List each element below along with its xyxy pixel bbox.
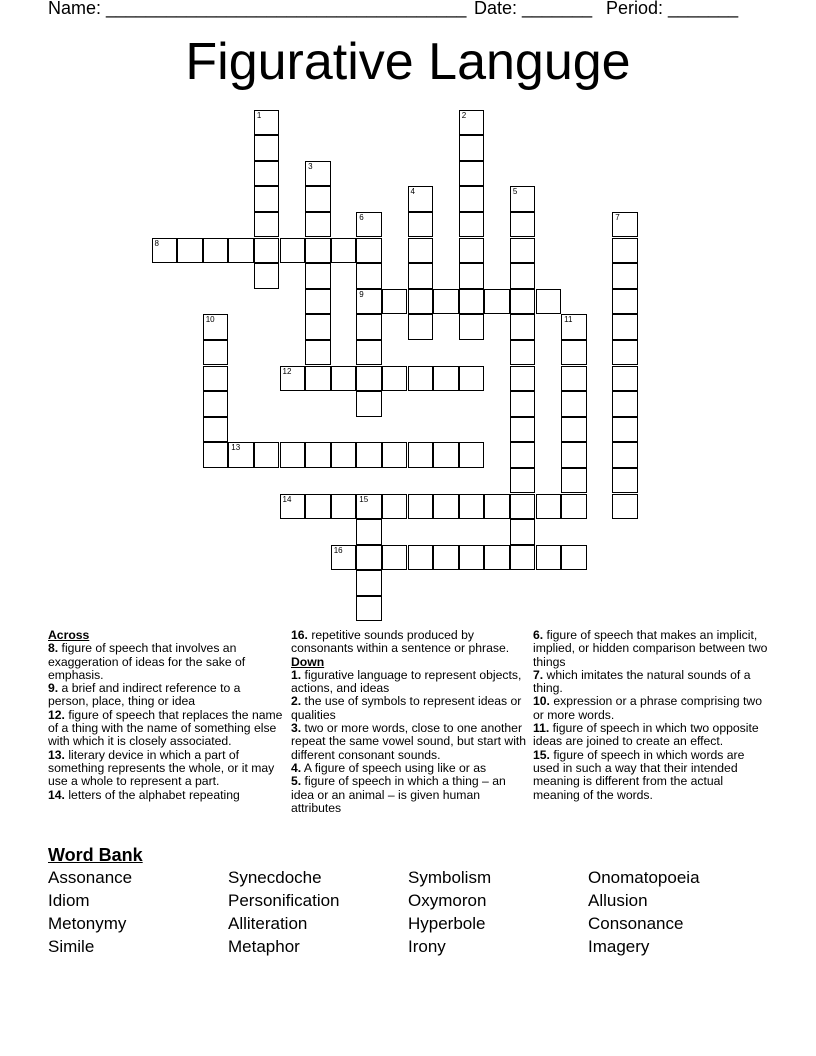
grid-cell[interactable] bbox=[612, 289, 638, 315]
clue-number: 14. bbox=[48, 787, 65, 802]
period-field[interactable]: Period: _______ bbox=[606, 0, 739, 18]
grid-cell[interactable] bbox=[382, 494, 408, 520]
clue-text: literary device in which a part of something represents the whole, or it may use a whole to represent a part. bbox=[48, 747, 275, 789]
grid-cell[interactable] bbox=[305, 238, 331, 264]
grid-cell[interactable] bbox=[510, 186, 536, 212]
grid-cell[interactable] bbox=[510, 340, 536, 366]
grid-cell[interactable] bbox=[203, 238, 229, 264]
grid-cell[interactable] bbox=[433, 494, 459, 520]
down-clue bbox=[291, 695, 527, 722]
grid-cell[interactable] bbox=[382, 442, 408, 468]
grid-cell[interactable] bbox=[280, 238, 306, 264]
grid-cell[interactable] bbox=[459, 186, 485, 212]
grid-cell[interactable] bbox=[203, 314, 229, 340]
grid-cell[interactable] bbox=[408, 545, 434, 571]
clue-number: 14 bbox=[282, 494, 292, 504]
grid-cell[interactable] bbox=[408, 366, 434, 392]
grid-cell[interactable] bbox=[356, 570, 382, 596]
grid-cell[interactable] bbox=[254, 263, 280, 289]
grid-cell[interactable] bbox=[561, 417, 587, 443]
grid-cell[interactable] bbox=[510, 366, 536, 392]
clue-text: the use of symbols to represent ideas or qualities bbox=[291, 694, 522, 722]
grid-cell[interactable] bbox=[459, 135, 485, 161]
clue-number: 3. bbox=[291, 721, 302, 736]
grid-cell[interactable] bbox=[536, 494, 562, 520]
grid-cell[interactable] bbox=[382, 366, 408, 392]
date-field[interactable]: Date: _______ bbox=[474, 0, 593, 18]
grid-cell[interactable] bbox=[561, 340, 587, 366]
grid-cell[interactable] bbox=[356, 314, 382, 340]
grid-cell[interactable] bbox=[612, 468, 638, 494]
clue-number: 7 bbox=[615, 212, 620, 222]
word-bank-item: Alliteration bbox=[228, 914, 308, 933]
clue-number: 5. bbox=[291, 774, 302, 789]
clue-number: 3 bbox=[308, 161, 313, 171]
clue-text: two or more words, close to one another repeat the same vowel sound, but start with different consonant sounds. bbox=[291, 721, 527, 762]
clue-number: 13. bbox=[48, 747, 65, 762]
clue-number: 4 bbox=[410, 187, 415, 197]
grid-cell[interactable] bbox=[459, 263, 485, 289]
down-clue bbox=[533, 629, 769, 669]
grid-cell[interactable] bbox=[612, 366, 638, 392]
grid-cell[interactable] bbox=[561, 442, 587, 468]
grid-cell[interactable] bbox=[356, 366, 382, 392]
word-bank-item: Oxymoron bbox=[408, 891, 487, 910]
clue-number: 15 bbox=[359, 494, 369, 504]
clue-text: a brief and indirect reference to a person, place, thing or idea bbox=[48, 681, 241, 709]
clue-text: figure of speech that replaces the name of a thing with the name of something else with which it is closely associated. bbox=[48, 707, 283, 749]
grid-cell[interactable] bbox=[356, 494, 382, 520]
grid-cell[interactable] bbox=[433, 289, 459, 315]
grid-cell[interactable] bbox=[510, 212, 536, 238]
grid-cell[interactable] bbox=[459, 314, 485, 340]
grid-cell[interactable] bbox=[433, 545, 459, 571]
grid-cell[interactable] bbox=[612, 238, 638, 264]
grid-cell[interactable] bbox=[305, 494, 331, 520]
grid-cell[interactable] bbox=[177, 238, 203, 264]
grid-cell[interactable] bbox=[510, 468, 536, 494]
down-clue bbox=[533, 669, 769, 696]
grid-cell[interactable] bbox=[356, 391, 382, 417]
grid-cell[interactable] bbox=[356, 340, 382, 366]
grid-cell[interactable] bbox=[459, 110, 485, 136]
grid-cell[interactable] bbox=[280, 494, 306, 520]
grid-cell[interactable] bbox=[408, 263, 434, 289]
word-bank-item: Onomatopoeia bbox=[588, 868, 700, 887]
grid-cell[interactable] bbox=[280, 442, 306, 468]
clue-text: figure of speech that involves an exaggeration of ideas for the sake of emphasis. bbox=[48, 641, 246, 682]
clue-text: which imitates the natural sounds of a thing. bbox=[533, 667, 751, 696]
clue-number: 12 bbox=[282, 366, 292, 376]
grid-cell[interactable] bbox=[536, 289, 562, 315]
across-clue bbox=[291, 629, 527, 656]
clues-column-1 bbox=[48, 629, 284, 802]
grid-cell[interactable] bbox=[331, 494, 357, 520]
grid-cell[interactable] bbox=[254, 161, 280, 187]
grid-cell[interactable] bbox=[254, 442, 280, 468]
clue-number: 8 bbox=[154, 238, 159, 248]
grid-cell[interactable] bbox=[459, 289, 485, 315]
grid-cell[interactable] bbox=[203, 442, 229, 468]
grid-cell[interactable] bbox=[612, 314, 638, 340]
grid-cell[interactable] bbox=[382, 289, 408, 315]
word-bank-item: Irony bbox=[408, 937, 446, 956]
clue-text: figure of speech in which a thing – an idea or an animal – is given human attributes bbox=[291, 774, 506, 815]
grid-cell[interactable] bbox=[612, 391, 638, 417]
down-clue bbox=[291, 669, 527, 696]
grid-cell[interactable] bbox=[254, 238, 280, 264]
grid-cell[interactable] bbox=[612, 212, 638, 238]
grid-cell[interactable] bbox=[408, 314, 434, 340]
clues-column-2 bbox=[291, 629, 527, 815]
word-bank-item: Synecdoche bbox=[228, 868, 322, 887]
page-title: Figurative Languge bbox=[185, 33, 631, 91]
grid-cell[interactable] bbox=[254, 186, 280, 212]
clue-text: A figure of speech using like or as bbox=[301, 760, 487, 775]
grid-cell[interactable] bbox=[459, 442, 485, 468]
grid-cell[interactable] bbox=[510, 391, 536, 417]
across-clue bbox=[48, 749, 284, 789]
word-bank-item: Allusion bbox=[588, 891, 648, 910]
clue-number: 12. bbox=[48, 707, 65, 722]
grid-cell[interactable] bbox=[305, 340, 331, 366]
grid-cell[interactable] bbox=[408, 289, 434, 315]
grid-cell[interactable] bbox=[510, 442, 536, 468]
grid-cell[interactable] bbox=[612, 442, 638, 468]
grid-cell[interactable] bbox=[612, 417, 638, 443]
clue-number: 2. bbox=[291, 694, 302, 709]
grid-cell[interactable] bbox=[203, 366, 229, 392]
grid-cell[interactable] bbox=[356, 238, 382, 264]
word-bank-item: Metonymy bbox=[48, 914, 127, 933]
grid-cell[interactable] bbox=[356, 289, 382, 315]
grid-cell[interactable] bbox=[254, 135, 280, 161]
word-bank-item: Symbolism bbox=[408, 868, 492, 887]
clue-number: 4. bbox=[291, 760, 302, 775]
clue-number: 2 bbox=[461, 110, 467, 120]
grid-cell[interactable] bbox=[459, 238, 485, 264]
clue-number: 10 bbox=[205, 315, 215, 325]
clue-number: 13 bbox=[231, 443, 241, 453]
clue-number: 15. bbox=[533, 747, 550, 762]
grid-cell[interactable] bbox=[561, 468, 587, 494]
down-clue bbox=[291, 762, 527, 775]
clue-number: 9. bbox=[48, 681, 59, 696]
name-field[interactable]: Name: ____________________________________ bbox=[48, 0, 467, 18]
grid-cell[interactable] bbox=[356, 545, 382, 571]
grid-cell[interactable] bbox=[612, 263, 638, 289]
grid-cell[interactable] bbox=[612, 340, 638, 366]
grid-cell[interactable] bbox=[254, 212, 280, 238]
word-bank-item: Personification bbox=[228, 891, 340, 910]
grid-cell[interactable] bbox=[280, 366, 306, 392]
down-clue bbox=[533, 749, 769, 802]
across-clue bbox=[48, 709, 284, 749]
grid-cell[interactable] bbox=[254, 110, 280, 136]
grid-cell[interactable] bbox=[459, 494, 485, 520]
grid-cell[interactable] bbox=[228, 442, 254, 468]
grid-cell[interactable] bbox=[203, 340, 229, 366]
clue-number: 11 bbox=[564, 315, 573, 325]
grid-cell[interactable] bbox=[305, 314, 331, 340]
grid-cell[interactable] bbox=[536, 545, 562, 571]
grid-cell[interactable] bbox=[561, 494, 587, 520]
grid-cell[interactable] bbox=[510, 545, 536, 571]
grid-cell[interactable] bbox=[203, 417, 229, 443]
word-bank-item: Imagery bbox=[588, 937, 650, 956]
grid-cell[interactable] bbox=[510, 519, 536, 545]
grid-cell[interactable] bbox=[459, 366, 485, 392]
grid-cell[interactable] bbox=[331, 545, 357, 571]
grid-cell[interactable] bbox=[561, 366, 587, 392]
clue-text: figure of speech in which two opposite ideas are joined to create an effect. bbox=[533, 721, 759, 749]
across-heading: Across bbox=[48, 628, 90, 642]
down-heading: Down bbox=[291, 654, 325, 669]
grid-cell[interactable] bbox=[510, 289, 536, 315]
grid-cell[interactable] bbox=[459, 212, 485, 238]
grid-cell[interactable] bbox=[408, 494, 434, 520]
grid-cell[interactable] bbox=[152, 238, 178, 264]
grid-cell[interactable] bbox=[612, 494, 638, 520]
grid-cell[interactable] bbox=[408, 442, 434, 468]
word-bank-item: Metaphor bbox=[228, 937, 300, 956]
word-bank-item: Assonance bbox=[48, 868, 133, 887]
clue-number: 9 bbox=[359, 289, 364, 299]
word-bank-item: Simile bbox=[48, 937, 95, 956]
grid-cell[interactable] bbox=[408, 186, 434, 212]
word-bank-item: Hyperbole bbox=[408, 914, 486, 933]
clue-number: 8. bbox=[48, 641, 59, 656]
grid-cell[interactable] bbox=[305, 186, 331, 212]
clue-number: 7. bbox=[533, 667, 544, 682]
grid-cell[interactable] bbox=[510, 417, 536, 443]
grid-cell[interactable] bbox=[305, 212, 331, 238]
grid-cell[interactable] bbox=[305, 289, 331, 315]
grid-cell[interactable] bbox=[331, 238, 357, 264]
grid-cell[interactable] bbox=[356, 442, 382, 468]
grid-cell[interactable] bbox=[356, 519, 382, 545]
clue-number: 6 bbox=[359, 212, 364, 222]
grid-cell[interactable] bbox=[484, 494, 510, 520]
grid-cell[interactable] bbox=[561, 391, 587, 417]
grid-cell[interactable] bbox=[459, 545, 485, 571]
grid-cell[interactable] bbox=[331, 442, 357, 468]
grid-cell[interactable] bbox=[356, 596, 382, 622]
clue-number: 10. bbox=[533, 694, 550, 709]
grid-cell[interactable] bbox=[433, 366, 459, 392]
clue-number: 6. bbox=[533, 628, 544, 642]
clue-text: figure of speech that makes an implicit, implied, or hidden comparison between two things bbox=[533, 628, 768, 669]
grid-cell[interactable] bbox=[510, 263, 536, 289]
clue-number: 11. bbox=[533, 721, 550, 736]
grid-cell[interactable] bbox=[305, 263, 331, 289]
grid-cell[interactable] bbox=[305, 161, 331, 187]
grid-cell[interactable] bbox=[433, 442, 459, 468]
grid-cell[interactable] bbox=[510, 238, 536, 264]
grid-cell[interactable] bbox=[510, 494, 536, 520]
clues-column-3 bbox=[533, 629, 769, 802]
across-clue bbox=[48, 642, 284, 682]
clue-text: letters of the alphabet repeating bbox=[64, 787, 240, 802]
grid-cell[interactable] bbox=[510, 314, 536, 340]
grid-cell[interactable] bbox=[228, 238, 254, 264]
word-bank-item: Consonance bbox=[588, 914, 684, 933]
grid-cell[interactable] bbox=[484, 289, 510, 315]
down-clue bbox=[291, 722, 527, 762]
grid-cell[interactable] bbox=[305, 366, 331, 392]
clue-text: expression or a phrase comprising two or more words. bbox=[533, 694, 762, 722]
grid-cell[interactable] bbox=[305, 442, 331, 468]
grid-cell[interactable] bbox=[561, 314, 587, 340]
grid-cell[interactable] bbox=[203, 391, 229, 417]
down-clue bbox=[533, 695, 769, 722]
word-bank-title: Word Bank bbox=[48, 845, 143, 865]
clue-number: 5 bbox=[512, 187, 518, 197]
grid-cell[interactable] bbox=[356, 263, 382, 289]
clue-number: 16. bbox=[291, 628, 308, 642]
grid-cell[interactable] bbox=[408, 212, 434, 238]
across-clue bbox=[48, 789, 284, 802]
across-clue bbox=[48, 682, 284, 709]
grid-cell[interactable] bbox=[561, 545, 587, 571]
down-clue bbox=[291, 775, 527, 815]
grid-cell[interactable] bbox=[459, 161, 485, 187]
grid-cell[interactable] bbox=[331, 366, 357, 392]
clue-number: 16 bbox=[333, 545, 343, 555]
grid-cell[interactable] bbox=[356, 212, 382, 238]
grid-cell[interactable] bbox=[408, 238, 434, 264]
grid-cell[interactable] bbox=[484, 545, 510, 571]
down-clue bbox=[533, 722, 769, 749]
grid-cell[interactable] bbox=[382, 545, 408, 571]
word-bank-item: Idiom bbox=[48, 891, 90, 910]
clue-number: 1. bbox=[291, 667, 302, 682]
clue-text: figurative language to represent objects, actions, and ideas bbox=[291, 667, 522, 696]
clue-text: repetitive sounds produced by consonants within a sentence or phrase. bbox=[291, 628, 510, 656]
clue-text: figure of speech in which words are used in such a way that their intended meaning is different from the actual meaning of the words. bbox=[533, 747, 745, 802]
clue-number: 1 bbox=[256, 110, 262, 120]
